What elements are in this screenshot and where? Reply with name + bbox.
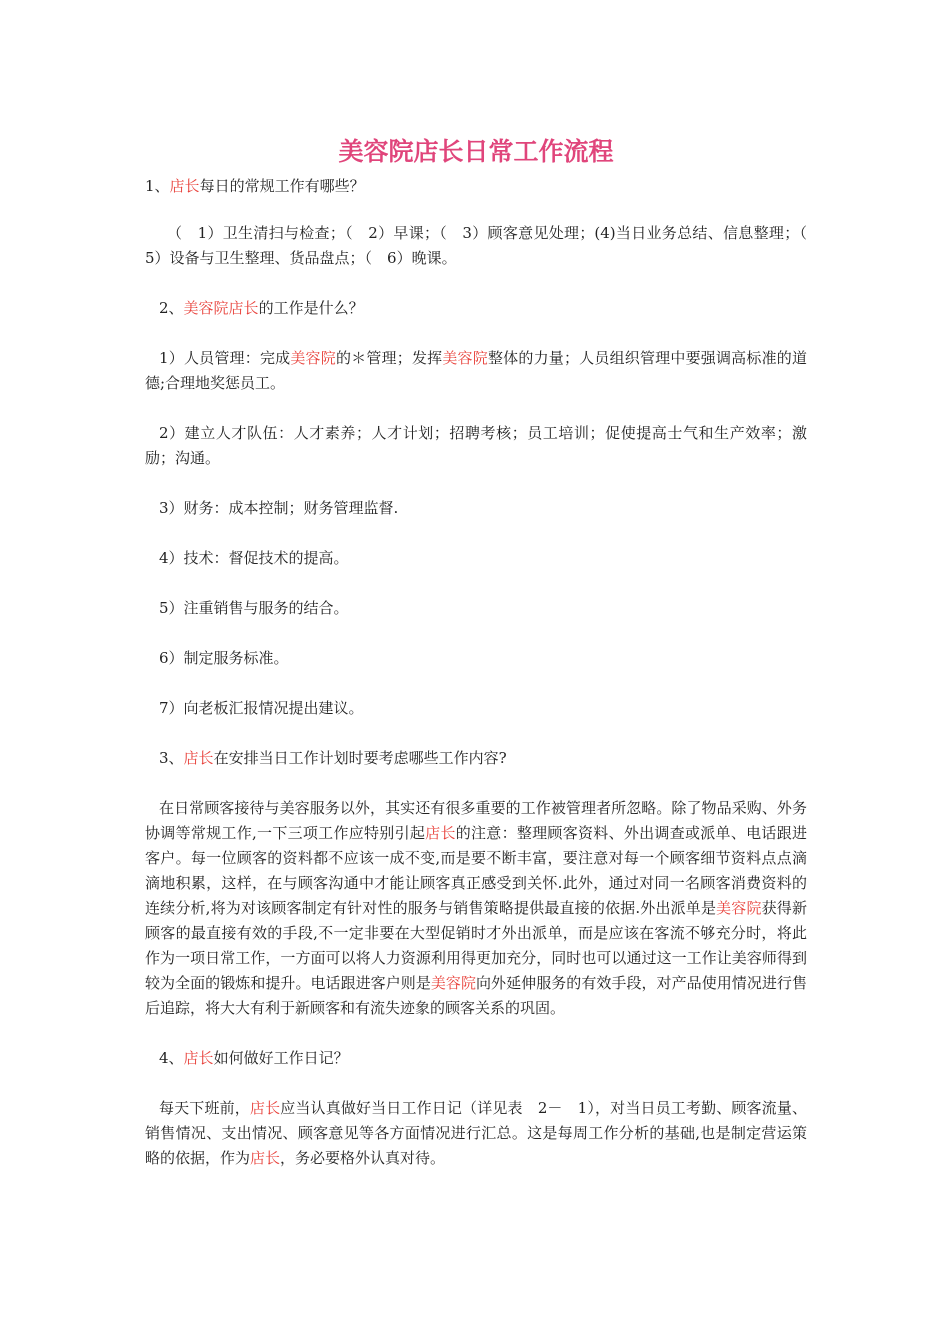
q1-number: 1、 — [145, 177, 170, 195]
answer-2-item-3: 3）财务：成本控制；财务管理监督. — [159, 499, 399, 517]
answer-2-item-7: 7）向老板汇报情况提出建议。 — [159, 699, 364, 717]
question-3 — [145, 746, 807, 771]
q3-text: 在安排当日工作计划时要考虑哪些工作内容? — [213, 749, 507, 767]
a4-part-e: ，务必要格外认真对待。 — [280, 1149, 446, 1167]
a3-part-f: 美容院 — [430, 974, 477, 992]
answer-2-item-2: 2）建立人才队伍：人才素养；人才计划；招聘考核；员工培训；促使提高士气和生产效率；激励；沟通。 — [145, 424, 807, 467]
a3-part-d: 美容院 — [716, 899, 762, 917]
item1-b: 美容院 — [290, 349, 336, 367]
q1-highlight: 店长 — [169, 177, 200, 195]
a4-part-d: 店长 — [250, 1149, 281, 1167]
answer-2-item-6: 6）制定服务标准。 — [159, 649, 289, 667]
a3-part-b: 店长 — [425, 824, 456, 842]
answer-2-item-4: 4）技术：督促技术的提高。 — [159, 549, 349, 567]
a4-part-c: 应当认真做好当日工作日记（详见表 2－ 1），对当日员工考勤、顾客流量、销售情况、支出情况、顾客意见等各方面情况进行汇总。这是每周工作分析的基础,也是制定营运策略的依据，作为 — [145, 1099, 807, 1167]
item1-a: 1）人员管理：完成 — [159, 349, 291, 367]
question-1 — [145, 174, 807, 199]
answer-1: （ 1）卫生清扫与检查；（ 2）早课；（ 3）顾客意见处理；(4)当日业务总结、信息整理；（ 5）设备与卫生整理、货品盘点；（ 6）晚课。 — [145, 224, 823, 267]
q1-text: 每日的常规工作有哪些？ — [199, 177, 365, 195]
q2-number: 2、 — [159, 299, 184, 317]
answer-2-item-1 — [145, 346, 807, 396]
a4-part-a: 每天下班前， — [159, 1099, 250, 1117]
q2-highlight: 美容院店长 — [183, 299, 259, 317]
item1-c: 的＊管理；发挥 — [335, 349, 443, 367]
q3-number: 3、 — [159, 749, 184, 767]
answer-2-item-5: 5）注重销售与服务的结合。 — [159, 599, 349, 617]
a3-part-a: 在日常顾客接待与美容服务以外，其实还有很多重要的工作被管理者所忽略。除了物品采购、外务协调等常规工作,一下三项工作应特别引起 — [145, 799, 807, 842]
q3-highlight: 店长 — [183, 749, 214, 767]
answer-3 — [145, 796, 807, 1021]
answer-4 — [145, 1096, 807, 1171]
a4-part-b: 店长 — [249, 1099, 281, 1117]
q2-text: 的工作是什么？ — [258, 299, 364, 317]
a3-part-g: 向外延伸服务的有效手段，对产品使用情况进行售后追踪，将大大有利于新顾客和有流失迹象的顾客关系的巩固。 — [145, 974, 807, 1017]
question-4 — [145, 1046, 807, 1071]
document-page — [145, 130, 823, 1171]
a3-part-c: 的注意：整理顾客资料、外出调查或派单、电话跟进客户。每一位顾客的资料都不应该一成不变,而是要不断丰富，要注意对每一个顾客细节资料点点滴滴地积累，这样，在与顾客沟通中才能让顾客真正感受到关怀.此外，通过对同一名顾客消费资料的连续分析,将为对该顾客制定有针对性的服务与销售策略提供最直接的依据.外出派单是 — [145, 824, 807, 917]
question-2 — [145, 296, 807, 321]
document-title: 美容院店长日常工作流程 — [338, 137, 614, 166]
q4-text: 如何做好工作日记？ — [213, 1049, 349, 1067]
q4-number: 4、 — [159, 1049, 184, 1067]
item1-d: 美容院 — [442, 349, 488, 367]
q4-highlight: 店长 — [183, 1049, 214, 1067]
item1-e: 整体的力量；人员组织管理中要强调高标准的道德;合理地奖惩员工。 — [145, 349, 807, 392]
a3-part-e: 获得新顾客的最直接有效的手段,不一定非要在大型促销时才外出派单，而是应该在客流不够充分时，将此作为一项日常工作，一方面可以将人力资源利用得更加充分，同时也可以通过这一工作让美容师得到较为全面的锻炼和提升。电话跟进客户则是 — [145, 899, 807, 992]
